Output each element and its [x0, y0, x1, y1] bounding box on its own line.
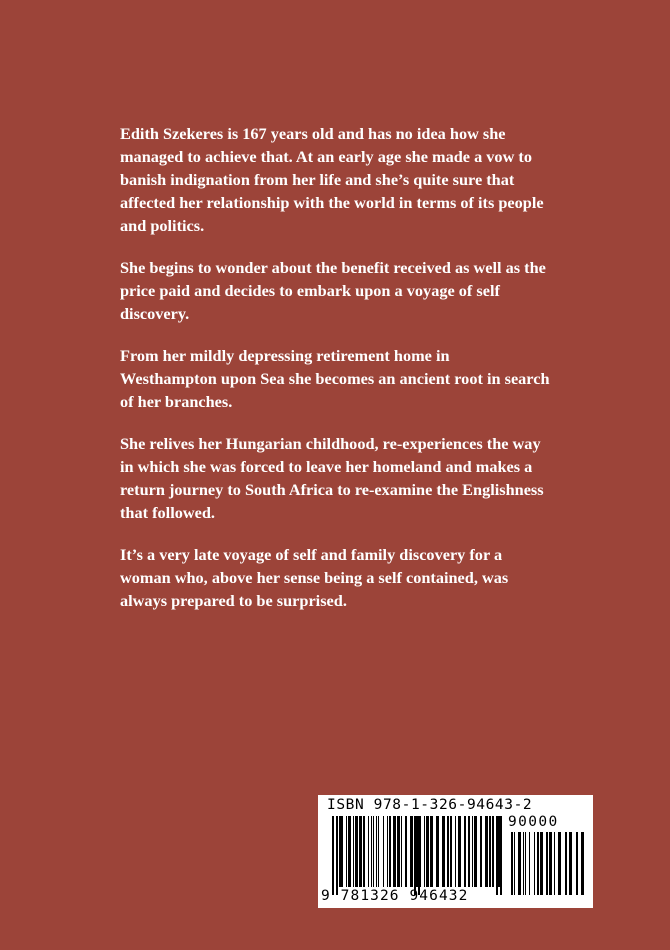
barcode-bar — [458, 816, 461, 887]
barcode-bar — [450, 816, 452, 887]
barcode-bar — [464, 816, 466, 887]
isbn-barcode — [318, 795, 593, 908]
barcode-bar — [565, 832, 567, 895]
barcode-guard-bar — [336, 816, 338, 895]
barcode-bar — [534, 832, 535, 895]
barcode-guard-bar — [332, 816, 334, 895]
barcode-bar — [371, 816, 372, 887]
barcode-bar — [420, 816, 421, 887]
barcode-bar — [518, 832, 521, 895]
barcode-guard-bar — [500, 816, 502, 895]
price-code: 90000 — [508, 814, 559, 830]
barcode-bar — [436, 816, 439, 887]
barcode-bar — [529, 832, 530, 895]
blurb-paragraph-3: From her mildly depressing retirement home in Westhampton upon Sea she becomes an ancient root in search of her branches. — [120, 346, 550, 411]
barcode-bar — [373, 816, 374, 887]
barcode-bar — [468, 816, 470, 887]
blurb-paragraph-2: She begins to wonder about the benefit received as well as the price paid and decides to embark upon a voyage of self discovery. — [120, 258, 546, 323]
barcode-bar — [514, 832, 515, 895]
barcode-bar — [472, 816, 473, 887]
barcode-bar — [581, 832, 584, 895]
barcode-bar — [389, 816, 391, 887]
ean-digits: 9 781326 946432 — [321, 888, 469, 904]
barcode-bar — [426, 816, 429, 887]
barcode-bar — [405, 816, 407, 887]
barcode-bar — [525, 832, 526, 895]
barcode-bar — [523, 832, 524, 895]
barcode-bar — [558, 832, 561, 895]
barcode-bar — [424, 816, 425, 887]
barcode-bar — [397, 816, 400, 887]
barcode-bar — [348, 816, 351, 887]
blurb-paragraph-5: It’s a very late voyage of self and family discovery for a woman who, above her sense being a self contained, was always prepared to be surprised. — [120, 545, 509, 610]
barcode-bar — [355, 816, 358, 887]
barcode-bar — [387, 816, 388, 887]
barcode-bar — [359, 816, 362, 887]
barcode-bar — [474, 816, 477, 887]
barcode-bar — [537, 832, 539, 895]
barcode-bar — [546, 832, 548, 895]
blurb-paragraph-4: She relives her Hungarian childhood, re-experiences the way in which she was forced to leave her homeland and makes a return journey to South Africa to re-examine the Englishness that followed. — [120, 434, 544, 522]
barcode-bar — [511, 832, 513, 895]
barcode-bar — [442, 816, 445, 887]
barcode-bar — [485, 816, 488, 887]
barcode-bar — [363, 816, 365, 887]
barcode-bar — [378, 816, 379, 887]
barcode-bar — [376, 816, 377, 887]
blurb-paragraph-1: Edith Szekeres is 167 years old and has no idea how she managed to achieve that. At an early age she made a vow to banish indignation from her life and she’s quite sure that affected her relationship with the world in terms of its people and politics. — [120, 124, 544, 235]
barcode-bar — [554, 832, 555, 895]
barcode-bar — [339, 816, 343, 887]
blurb-text — [120, 122, 550, 631]
barcode-bar — [540, 832, 543, 895]
barcode-bar — [480, 816, 482, 887]
barcode-bar — [368, 816, 369, 887]
barcode-bar — [455, 816, 456, 887]
barcode-bar — [489, 816, 491, 887]
isbn-label: ISBN 978-1-326-94643-2 — [327, 797, 533, 813]
barcode-bar — [383, 816, 384, 887]
ean-barcode-bars — [332, 816, 502, 895]
barcode-bar — [549, 832, 552, 895]
barcode-bar — [576, 832, 578, 895]
barcode-bar — [353, 816, 354, 887]
barcode-bar — [430, 816, 433, 887]
barcode-guard-bar — [414, 816, 416, 895]
barcode-bar — [401, 816, 402, 887]
barcode-bar — [410, 816, 413, 887]
barcode-bar — [346, 816, 347, 887]
barcode-bar — [569, 832, 572, 895]
barcode-bar — [393, 816, 396, 887]
barcode-bar — [492, 816, 494, 887]
barcode-guard-bar — [418, 816, 420, 895]
barcode-guard-bar — [496, 816, 498, 895]
barcode-bar — [447, 816, 449, 887]
price-addon-bars — [511, 832, 584, 895]
